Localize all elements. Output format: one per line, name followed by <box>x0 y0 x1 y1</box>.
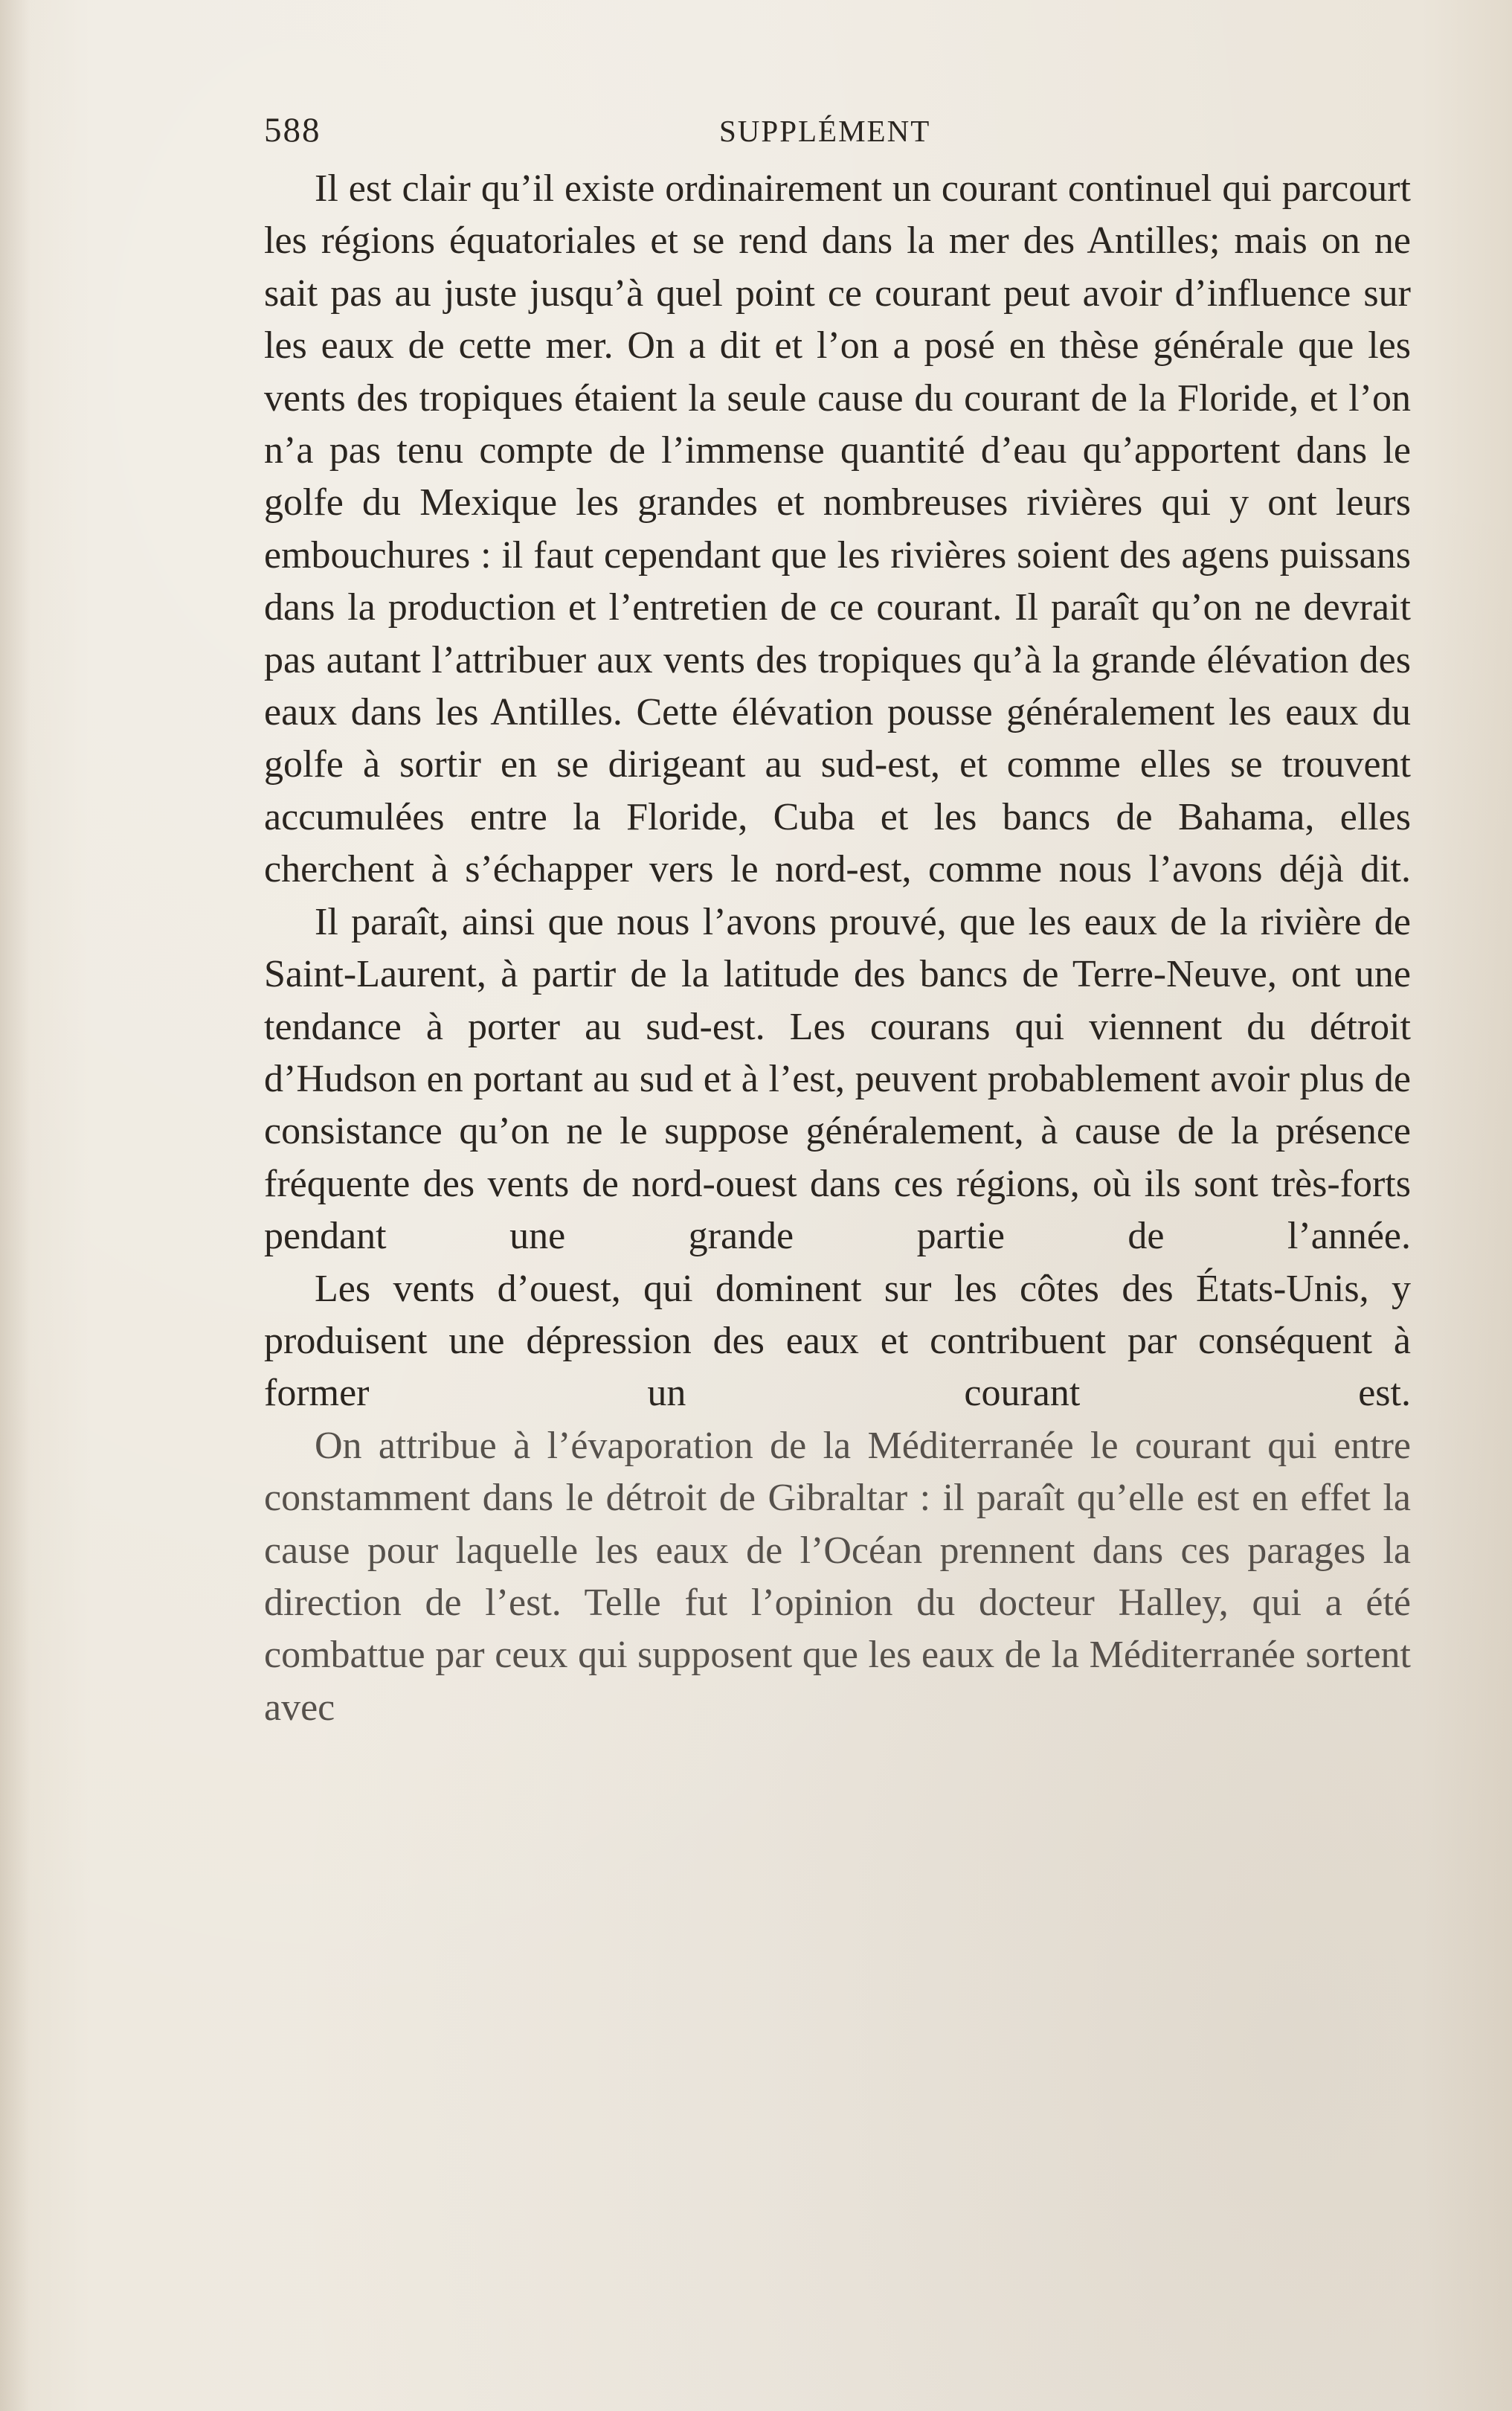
page-header <box>264 110 1411 155</box>
paragraph-3: Les vents d’ouest, qui dominent sur les côtes des États-Unis, y produisent une dépression des eaux et contribuent par conséquent à former un courant est. <box>264 1267 1411 1415</box>
page-gutter-shadow <box>0 0 30 2411</box>
running-title: SUPPLÉMENT <box>719 114 931 148</box>
paragraph-1: Il est clair qu’il existe ordinairement un courant continuel qui parcourt les régions équatoriales et se rend dans la mer des Antilles; mais on ne sait pas au juste jusqu’à quel point ce courant peut avoir d’influence sur les eaux de cette mer. On a dit et l’on a posé en thèse générale que les vents des tropiques étaient la seule cause du courant de la Floride, et l’on n’a pas tenu compte de l’immense quantité d’eau qu’apportent dans le golfe du Mexique les grandes et nombreuses rivières qui y ont leurs embouchures : il faut cependant que les rivières soient des agens puissans dans la production et l’entretien de ce courant. Il paraît qu’on ne devrait pas autant l’attribuer aux vents des tropiques qu’à la grande élévation des eaux dans les Antilles. Cette élévation pousse généralement les eaux du golfe à sortir en se dirigeant au sud-est, et comme elles se trouvent accumulées entre la Floride, Cuba et les bancs de Bahama, elles cherchent à s’échapper vers le nord-est, comme nous l’avons déjà dit. <box>264 167 1411 891</box>
body-text <box>264 163 1411 1734</box>
paragraph-2: Il paraît, ainsi que nous l’avons prouvé, que les eaux de la rivière de Saint-Laurent, à partir de la latitude des bancs de Terre-Neuve, ont une tendance à porter au sud-est. Les courans qui viennent du détroit d’Hudson en portant au sud et à l’est, peuvent probablement avoir plus de consistance qu’on ne le suppose généralement, à cause de la présence fréquente des vents de nord-ouest dans ces régions, où ils sont très-forts pendant une grande partie de l’année. <box>264 900 1411 1258</box>
page-number: 588 <box>264 111 321 150</box>
paragraph-4: On attribue à l’évaporation de la Méditerranée le courant qui entre constamment dans le détroit de Gibraltar : il paraît qu’elle est en effet la cause pour laquelle les eaux de l’Océan prennent dans ces parages la direction de l’est. Telle fut l’opinion du docteur Halley, qui a été combattue par ceux qui supposent que les eaux de la Méditerranée sortent avec <box>264 1424 1411 1729</box>
